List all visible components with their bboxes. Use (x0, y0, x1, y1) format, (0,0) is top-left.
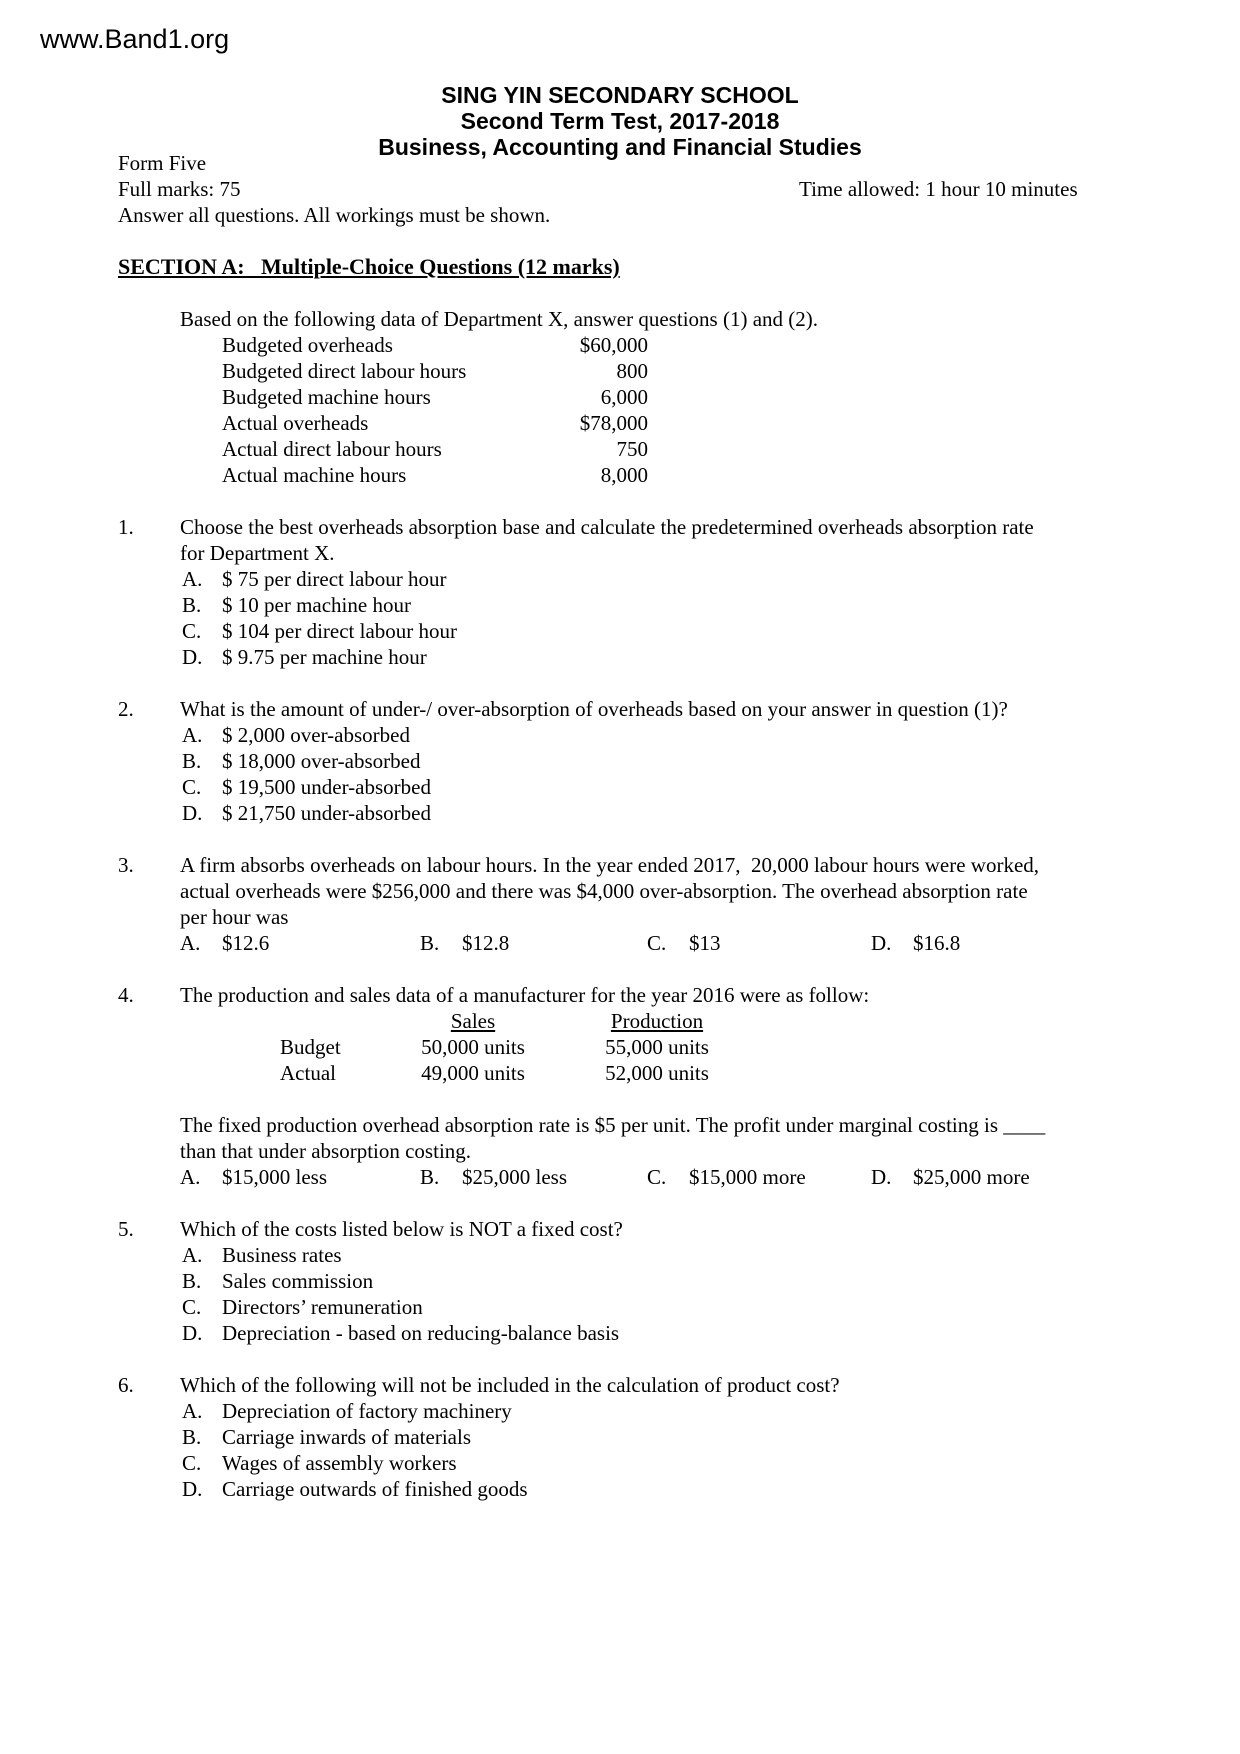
time-allowed: Time allowed: 1 hour 10 minutes (799, 177, 1078, 201)
inline-options-row (180, 1164, 1190, 1190)
question-body (180, 696, 1190, 826)
form-level: Form Five (118, 151, 207, 175)
data-label: Budgeted direct labour hours (222, 359, 467, 383)
data-label: Actual machine hours (222, 463, 407, 487)
production-value: 55,000 units (605, 1035, 709, 1059)
data-row (222, 358, 648, 384)
option-letter: A. (182, 1243, 203, 1267)
option-letter: B. (182, 1269, 202, 1293)
option-letter: A. (180, 1165, 201, 1189)
option-text: $16.8 (913, 931, 961, 955)
row-label: Actual (280, 1061, 336, 1085)
option-text: $13 (689, 931, 721, 955)
option-text: Carriage outwards of finished goods (222, 1477, 528, 1501)
data-value: 6,000 (600, 385, 648, 409)
question-number: 4. (118, 983, 134, 1007)
question-text: Which of the following will not be included in the calculation of product cost? (180, 1373, 840, 1397)
option-c (180, 774, 1190, 800)
option-text: $12.8 (462, 931, 510, 955)
data-row (222, 410, 648, 436)
question-number: 1. (118, 515, 134, 539)
option-a (180, 1242, 1190, 1268)
option-letter: D. (182, 1321, 203, 1345)
sales-value: 50,000 units (421, 1035, 525, 1059)
option-letter: D. (182, 1477, 203, 1501)
option-text: $25,000 more (913, 1165, 1030, 1189)
table-header-row (180, 1008, 1190, 1034)
option-letter: C. (182, 1295, 202, 1319)
option-letter: B. (182, 1425, 202, 1449)
data-value: $78,000 (579, 411, 648, 435)
question-text: than that under absorption costing. (180, 1139, 472, 1163)
data-label: Budgeted overheads (222, 333, 393, 357)
question-text: per hour was (180, 905, 289, 929)
subject-title: Business, Accounting and Financial Studies (378, 134, 862, 160)
question-body (180, 514, 1190, 670)
option-d (871, 930, 960, 956)
question-body (180, 1372, 1190, 1502)
option-text: Depreciation of factory machinery (222, 1399, 512, 1423)
empty-cell (280, 1008, 410, 1034)
sales-value: 49,000 units (421, 1061, 525, 1085)
option-c (180, 1294, 1190, 1320)
option-text: $15,000 less (222, 1165, 327, 1189)
option-b (180, 592, 1190, 618)
question-body (180, 852, 1190, 956)
data-label: Actual direct labour hours (222, 437, 442, 461)
option-text: Depreciation - based on reducing-balance basis (222, 1321, 620, 1345)
question-text: The fixed production overhead absorption rate is $5 per unit. The profit under marginal costing is ____ (180, 1113, 1046, 1137)
option-d (180, 1476, 1190, 1502)
option-letter: D. (871, 931, 892, 955)
question-number: 3. (118, 853, 134, 877)
option-a (180, 930, 420, 956)
paper-header (0, 82, 1240, 160)
school-name: SING YIN SECONDARY SCHOOL (441, 82, 799, 108)
question-3 (118, 852, 1190, 956)
option-letter: C. (647, 931, 667, 955)
department-x-data-table (222, 332, 648, 488)
option-letter: C. (647, 1165, 667, 1189)
option-b (180, 748, 1190, 774)
column-header-production: Production (610, 1009, 704, 1033)
option-a (180, 1398, 1190, 1424)
option-letter: B. (420, 931, 440, 955)
intro-text: Based on the following data of Department X, answer questions (1) and (2). (180, 307, 818, 331)
sales-production-table (180, 1008, 1190, 1086)
option-letter: C. (182, 619, 202, 643)
option-text: $25,000 less (462, 1165, 567, 1189)
question-body (180, 982, 1190, 1190)
option-letter: C. (182, 1451, 202, 1475)
data-row (222, 462, 648, 488)
option-text: Carriage inwards of materials (222, 1425, 471, 1449)
question-1 (118, 514, 1190, 670)
option-d (180, 1320, 1190, 1346)
section-a-heading: SECTION A: Multiple-Choice Questions (12 marks) (118, 254, 620, 279)
data-label: Actual overheads (222, 411, 369, 435)
question-5 (118, 1216, 1190, 1346)
option-letter: A. (182, 723, 203, 747)
option-d (180, 644, 1190, 670)
option-c (647, 1164, 871, 1190)
question-text: The production and sales data of a manufacturer for the year 2016 were as follow: (180, 983, 870, 1007)
question-paragraph (180, 1112, 1190, 1164)
question-text: actual overheads were $256,000 and there was $4,000 over-absorption. The overhead absorption rate (180, 879, 1028, 903)
question-number: 2. (118, 697, 134, 721)
option-letter: B. (182, 593, 202, 617)
option-letter: B. (420, 1165, 440, 1189)
data-value: 800 (616, 359, 648, 383)
row-label: Budget (280, 1035, 341, 1059)
option-text: $ 19,500 under-absorbed (222, 775, 431, 799)
question-2 (118, 696, 1190, 826)
data-row (222, 436, 648, 462)
question-number: 5. (118, 1217, 134, 1241)
table-row (180, 1060, 1190, 1086)
option-d (180, 800, 1190, 826)
option-text: $ 18,000 over-absorbed (222, 749, 421, 773)
option-text: Sales commission (222, 1269, 374, 1293)
option-text: $15,000 more (689, 1165, 806, 1189)
table-row (180, 1034, 1190, 1060)
paper-meta (118, 150, 1178, 228)
option-letter: D. (182, 801, 203, 825)
inline-options-row (180, 930, 1190, 956)
option-letter: D. (182, 645, 203, 669)
option-b (180, 1424, 1190, 1450)
option-letter: A. (182, 1399, 203, 1423)
question-text: A firm absorbs overheads on labour hours. In the year ended 2017, 20,000 labour hours were worked, (180, 853, 1040, 877)
full-marks: Full marks: 75 (118, 177, 241, 201)
option-letter: D. (871, 1165, 892, 1189)
option-c (180, 1450, 1190, 1476)
marks-time-row (118, 176, 1178, 202)
option-letter: B. (182, 749, 202, 773)
test-title: Second Term Test, 2017-2018 (460, 108, 780, 134)
option-b (420, 930, 647, 956)
data-value: $60,000 (579, 333, 648, 357)
option-text: Directors’ remuneration (222, 1295, 423, 1319)
question-6 (118, 1372, 1190, 1502)
column-header-sales: Sales (450, 1009, 496, 1033)
option-a (180, 722, 1190, 748)
data-value: 750 (616, 437, 648, 461)
production-value: 52,000 units (605, 1061, 709, 1085)
option-c (180, 618, 1190, 644)
data-value: 8,000 (600, 463, 648, 487)
option-a (180, 1164, 420, 1190)
option-text: $ 2,000 over-absorbed (222, 723, 410, 747)
question-text: What is the amount of under-/ over-absorption of overheads based on your answer in question (1)? (180, 697, 1008, 721)
section-a (118, 254, 1190, 1502)
option-d (871, 1164, 1030, 1190)
instructions: Answer all questions. All workings must be shown. (118, 203, 551, 227)
option-b (420, 1164, 647, 1190)
option-letter: A. (182, 567, 203, 591)
option-c (647, 930, 871, 956)
option-text: $12.6 (222, 931, 270, 955)
option-text: $ 104 per direct labour hour (222, 619, 458, 643)
option-text: $ 21,750 under-absorbed (222, 801, 431, 825)
watermark: www.Band1.org (40, 24, 230, 54)
question-body (180, 1216, 1190, 1346)
data-row (222, 384, 648, 410)
question-text: for Department X. (180, 541, 335, 565)
option-letter: C. (182, 775, 202, 799)
option-letter: A. (180, 931, 201, 955)
question-number: 6. (118, 1373, 134, 1397)
option-b (180, 1268, 1190, 1294)
data-label: Budgeted machine hours (222, 385, 431, 409)
option-text: $ 9.75 per machine hour (222, 645, 427, 669)
option-text: $ 75 per direct labour hour (222, 567, 447, 591)
question-text: Choose the best overheads absorption base and calculate the predetermined overheads absorption rate (180, 515, 1034, 539)
question-4 (118, 982, 1190, 1190)
option-a (180, 566, 1190, 592)
option-text: $ 10 per machine hour (222, 593, 411, 617)
option-text: Wages of assembly workers (222, 1451, 457, 1475)
data-row (222, 332, 648, 358)
option-text: Business rates (222, 1243, 342, 1267)
question-text: Which of the costs listed below is NOT a fixed cost? (180, 1217, 623, 1241)
